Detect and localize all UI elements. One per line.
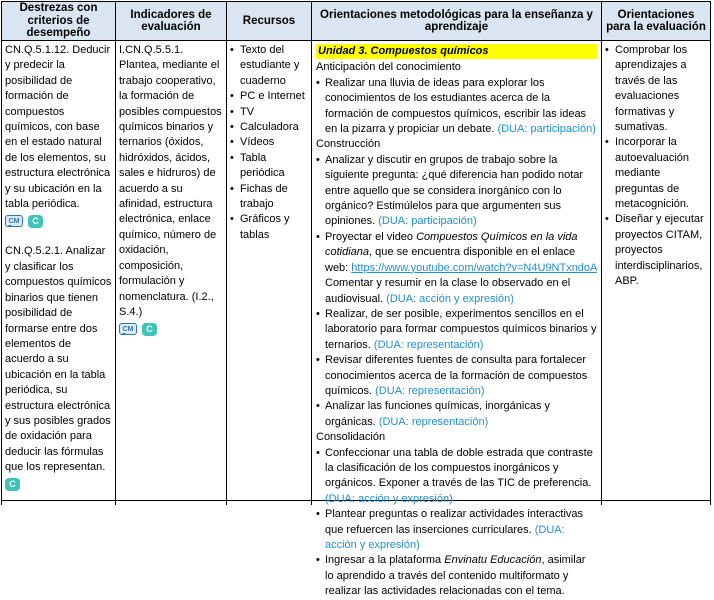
dua-tag: (DUA: acción y expresión) (325, 492, 453, 505)
text-run: Proyectar el video (325, 230, 417, 243)
icon-row (119, 321, 223, 337)
bullet-text (240, 43, 308, 89)
text-run: Analizar las funciones químicas, inorgánicas y orgánicas. (325, 400, 551, 428)
bullet-item (230, 135, 308, 150)
paragraph: CN.Q.5.1.12. Deducir y predecir la posibilidad de formación de compuestos químicos, con base en el estado natural de los elementos, su estructura electrónica y su ubicación en la tabla periódica. (5, 44, 111, 211)
bullet-dot: • (605, 136, 609, 149)
bullet-dot: • (316, 153, 320, 166)
c-badge-icon: C (28, 215, 43, 228)
bullet-text (325, 230, 597, 307)
text-run: Tabla periódica (240, 151, 285, 180)
text-run: Gráficos y tablas (240, 213, 290, 241)
bullet-item (316, 446, 597, 508)
bullet-text (325, 553, 597, 599)
bullet-dot: • (316, 307, 320, 320)
bullet-dot: • (316, 554, 320, 567)
text-run: TV (240, 105, 255, 118)
bullet-text (325, 507, 597, 553)
dua-tag: (DUA: acción y expresión) (325, 523, 565, 551)
text-run: Diseñar y ejecutar proyectos CITAM, proyectos interdisciplinarios, ABP. (615, 213, 704, 288)
header-recursos: Recursos (227, 2, 312, 40)
header-indicadores: Indicadores de evaluación (116, 2, 227, 40)
bullet-dot: • (605, 44, 609, 56)
bullet-dot: • (230, 90, 234, 103)
bullet-dot: • (316, 230, 320, 243)
dua-tag: (DUA: representación) (373, 338, 484, 351)
bullet-item (230, 151, 308, 182)
col-orientaciones-metodologicas (312, 41, 602, 598)
bullet-item (316, 76, 597, 138)
sliver-cell (312, 501, 602, 505)
sliver-cell (602, 501, 710, 505)
col-orientaciones-evaluacion (602, 41, 710, 500)
c-badge-icon: C (142, 323, 157, 336)
bullet-dot: • (230, 136, 234, 149)
phase-label: Anticipación del conocimiento (316, 61, 461, 74)
phase-label: Consolidación (316, 431, 386, 444)
bullet-text (240, 89, 308, 104)
next-row-sliver (2, 501, 710, 505)
bullet-text (615, 212, 707, 289)
bullet-item (316, 553, 597, 599)
c-badge-icon: C (5, 478, 20, 491)
bullet-text (325, 446, 597, 508)
header-destrezas: Destrezas con criterios de desempeño (2, 2, 116, 40)
bullet-item (316, 399, 597, 430)
bullet-dot: • (230, 44, 234, 56)
bullet-text (240, 182, 308, 213)
bullet-dot: • (230, 213, 234, 226)
sliver-cell (227, 501, 312, 505)
bullet-item (316, 153, 597, 230)
sliver-cell (2, 501, 116, 505)
bullet-item (316, 507, 597, 553)
lesson-plan-table (1, 1, 711, 598)
dua-tag: (DUA: acción y expresión) (386, 292, 514, 305)
icon-row (5, 213, 112, 229)
bullet-item (605, 43, 707, 135)
cm-badge-icon: CM (119, 323, 137, 335)
text-run: Realizar una lluvia de ideas para explorar los conocimientos de los estudiantes acerca de la formación de compuestos químicos, escribir las ideas en la pizarra y propiciar un debate. (325, 76, 587, 136)
dua-tag: (DUA: participación) (497, 123, 596, 136)
text-run: Revisar diferentes fuentes de consulta para fortalecer conocimientos acerca de la formación de compuestos químicos. (325, 354, 588, 397)
bullet-item (316, 230, 597, 307)
bullet-item (316, 353, 597, 399)
bullet-dot: • (316, 354, 320, 367)
bullet-dot: • (316, 446, 320, 459)
text-run: , que se encuentra disponible en el enlace web: (325, 246, 576, 274)
bullet-text (325, 399, 597, 430)
bullet-dot: • (605, 213, 609, 226)
text-run: Compuestos Químicos en la vida cotidiana (325, 230, 578, 259)
text-run: Comentar y resumir en la clase lo observado en el audiovisual. (325, 277, 571, 305)
bullet-dot: • (316, 400, 320, 413)
bullet-text (325, 76, 597, 138)
col-destrezas (2, 41, 116, 500)
text-run: Incorporar la autoevaluación mediante preguntas de metacognición. (615, 136, 690, 211)
bullet-item (316, 307, 597, 353)
bullet-text (240, 212, 308, 243)
bullet-dot: • (230, 105, 234, 118)
bullet-dot: • (316, 508, 320, 521)
text-run: , asimilar lo aprendido a través del contenido multiformato y realizar las actividades relacionadas con el tema. (325, 554, 586, 598)
bullet-item (230, 89, 308, 104)
bullet-dot: • (230, 182, 234, 195)
bullet-text (325, 353, 597, 399)
dua-tag: (DUA: representación) (375, 384, 485, 397)
bullet-item (230, 212, 308, 243)
bullet-dot: • (230, 151, 234, 164)
bullet-text (240, 120, 308, 135)
dua-tag: (DUA: representación) (378, 415, 489, 428)
dua-tag: (DUA: participación) (378, 215, 477, 228)
paragraph: I.CN.Q.5.5.1. Plantea, mediante el trabajo cooperativo, la formación de posibles compuestos químicos binarios y ternarios (óxidos, hidróxidos, ácidos, sales e hidruros) de acuerdo a su afinidad, estructura electrónica, enlace químico, número de oxidación, composición, formulación y nomenclatura. (I.2., S.4.) (119, 44, 222, 318)
blank-line (5, 229, 112, 244)
unit-heading: Unidad 3. Compuestos químicos (316, 44, 597, 59)
bullet-text (240, 105, 308, 120)
text-run: Ingresar a la plataforma (325, 554, 445, 567)
bullet-dot: • (316, 76, 320, 89)
text-run: Comprobar los aprendizajes a través de las evaluaciones formativas y sumativas. (615, 44, 688, 134)
text-run: Analizar y discutir en grupos de trabajo sobre la siguiente pregunta: ¿qué diferencia han podido notar entre aquello que se considera inorgánico con lo orgánico? Estimúlelos para que argumenten sus opiniones. (325, 153, 584, 228)
bullet-item (230, 43, 308, 89)
col-recursos (227, 41, 312, 500)
text-run: Texto del estudiante y cuaderno (240, 44, 300, 87)
bullet-dot: • (230, 121, 234, 134)
phase-label: Construcción (316, 138, 381, 151)
bullet-text (325, 307, 597, 353)
header-orientaciones-evaluacion: Orientaciones para la evaluación (606, 8, 706, 33)
text-run: Confeccionar una tabla de doble estrada que contraste la clasificación de los compuestos inorgánicos y orgánicos. Exponer a través de las TIC de preferencia. (325, 446, 593, 490)
text-run: Calculadora (240, 121, 299, 134)
text-run: Fichas de trabajo (240, 182, 288, 211)
table-body-row (2, 41, 710, 598)
table-header-row (2, 2, 710, 41)
bullet-text (615, 135, 707, 212)
youtube-link[interactable]: https://www.youtube.com/watch?v=N4U9NTxndoA (351, 261, 597, 274)
sliver-cell (116, 501, 227, 505)
text-run: PC e Internet (240, 90, 305, 103)
bullet-item (230, 120, 308, 135)
bullet-item (230, 105, 308, 120)
paragraph: CN.Q.5.2.1. Analizar y clasificar los compuestos químicos binarios que tienen posibilidad de formarse entre dos elementos de acuerdo a su ubicación en la tabla periódica, su estructura electrónica y sus posibles grados de oxidación para deducir las fórmulas que los representan. (5, 245, 112, 474)
bullet-item (605, 135, 707, 212)
bullet-text (240, 135, 308, 150)
text-run: Envinatu Educación (444, 554, 542, 567)
text-run: Plantear preguntas o realizar actividades interactivas que refuercen las inserciones curriculares. (325, 508, 584, 536)
bullet-text (240, 151, 308, 182)
bullet-text (615, 43, 707, 135)
text-run: Vídeos (240, 136, 275, 149)
bullet-item (605, 212, 707, 289)
header-orientaciones-metodologicas: Orientaciones metodológicas para la enseñanza y aprendizaje (312, 2, 602, 40)
icon-row (5, 477, 112, 493)
bullet-text (325, 153, 597, 230)
col-indicadores (116, 41, 227, 500)
bullet-item (230, 182, 308, 213)
cm-badge-icon: CM (5, 215, 23, 227)
text-run: Realizar, de ser posible, experimentos sencillos en el laboratorio para formar compuestos químicos binarios y ternarios. (325, 307, 597, 351)
